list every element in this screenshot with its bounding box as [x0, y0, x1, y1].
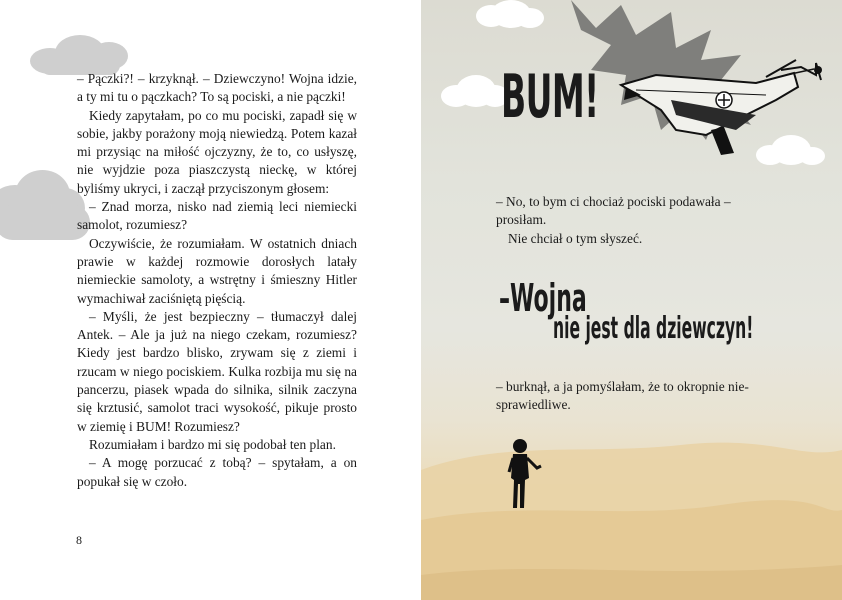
text-line: prosiłam. — [496, 212, 547, 228]
paragraph: – Pączki?! – krzyknął. – Dziewczyno! Wojna idzie, a ty mi tu o pączkach? To są pociski, a nie pączki! — [77, 71, 357, 105]
left-body-text — [77, 70, 357, 491]
text-line: Nie chciał o tym słyszeć. — [508, 230, 643, 246]
text-line: sprawiedliwe. — [496, 397, 571, 413]
text-line: – No, to bym ci chociaż pociski podawała – — [496, 194, 731, 209]
paragraph: – Myśli, że jest bezpieczny – tłumaczył dalej Antek. – Ale ja już na niego czekam, rozumiesz? Kiedy jest bardzo blisko, zrywam się z ziemi i rzucam w niego pociskiem. Kulka rozbija mu się na pancerzu, piasek wpada do silnika, silnik zaczyna się krztusić, samolot traci wysokość, pikuje prosto w ziemię i BUM! Rozumiesz? — [77, 308, 357, 434]
right-page — [421, 0, 842, 600]
child-silhouette-illustration — [507, 438, 547, 518]
headline-line-2: nie jest dla dziewczyn! — [553, 311, 754, 346]
paragraph: – A mogę porzucać z tobą? – spytałam, a on popukał się w czoło. — [77, 455, 357, 489]
paragraph: Kiedy zapytałam, po co mu pociski, zapadł się w sobie, jakby porażony moją niewiedzą. Potem kazał mi przysiąc na miłość ojczyzny, że to, co usłyszę, nie wyjdzie poza piaszczystą nieckę, w której byliśmy ukryci, i zaczął przyciszonym głosem: — [77, 107, 357, 196]
right-text-bottom — [496, 378, 786, 415]
bum-title: BUM! — [501, 62, 599, 132]
airplane-illustration — [616, 55, 842, 165]
text-line: – burknął, a ja pomyślałam, że to okropnie nie- — [496, 379, 749, 394]
paragraph: Oczywiście, że rozumiałam. W ostatnich dniach prawie w każdej rozmowie dorosłych latały niemieckie samoloty, a wstrętny i śmieszny Hitler wymachiwał zaciśniętą pięścią. — [77, 235, 357, 306]
page-number: 8 — [76, 533, 82, 547]
paragraph: – Znad morza, nisko nad ziemią leci niemiecki samolot, rozumiesz? — [77, 199, 357, 233]
paragraph: Rozumiałam i bardzo mi się podobał ten plan. — [89, 436, 336, 452]
headline-line-1: –Wojna — [499, 276, 587, 320]
right-text-top — [496, 193, 786, 248]
